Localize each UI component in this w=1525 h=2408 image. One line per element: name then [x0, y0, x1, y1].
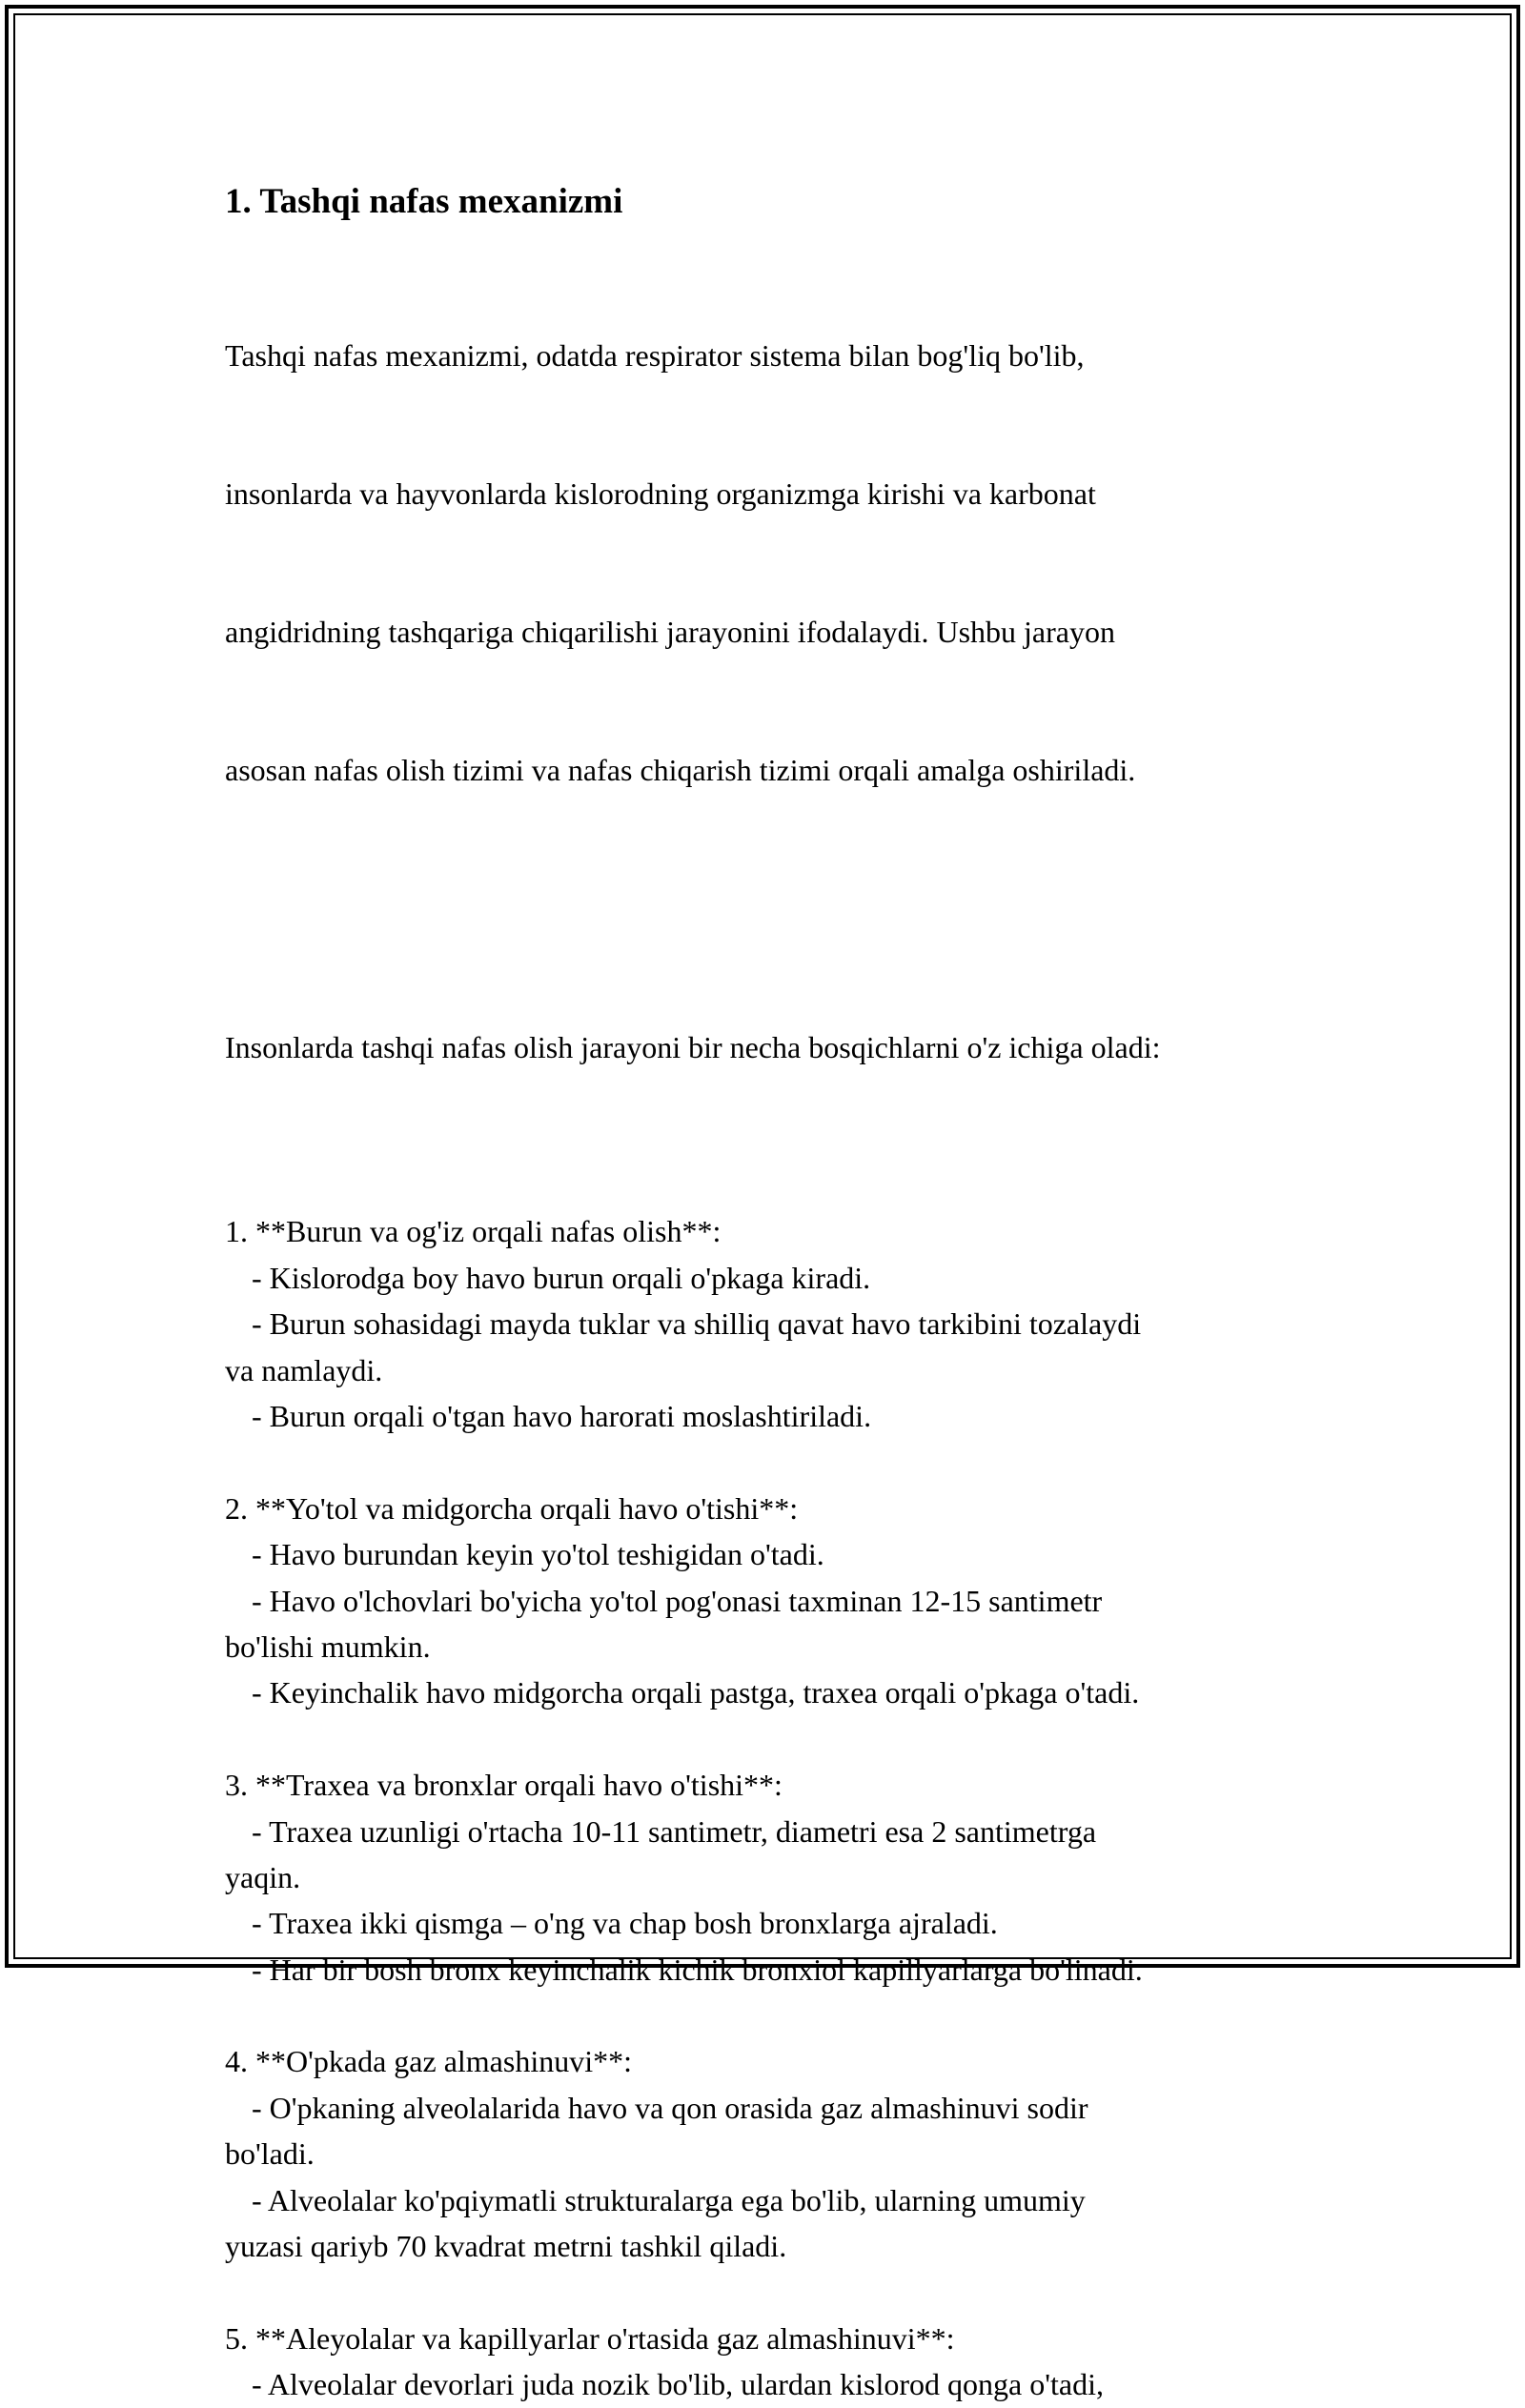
intro-line: asosan nafas olish tizimi va nafas chiqarish tizimi orqali amalga oshiriladi. — [225, 753, 1136, 788]
stage-bullet: - Burun orqali o'tgan havo harorati moslashtiriladi. — [252, 1398, 872, 1433]
stage-bullet: - O'pkaning alveolalarida havo va qon orasida gaz almashinuvi sodir — [252, 2090, 1088, 2125]
stage-bullet-continuation: bo'ladi. — [225, 2136, 315, 2172]
stage-bullet-continuation: yuzasi qariyb 70 kvadrat metrni tashkil qiladi. — [225, 2229, 787, 2264]
stage-block — [225, 1486, 1312, 1716]
intro-line: Tashqi nafas mexanizmi, odatda respirator sistema bilan bog'liq bo'lib, — [225, 337, 1085, 373]
stage-bullet-continuation: va namlaydi. — [225, 1352, 383, 1387]
intro-line: angidridning tashqariga chiqarilishi jarayonini ifodalaydi. Ushbu jarayon — [225, 615, 1115, 650]
stage-bullet-continuation: yaqin. — [225, 1859, 301, 1894]
intro-line: insonlarda va hayvonlarda kislorodning organizmga kirishi va karbonat — [225, 476, 1096, 512]
stage-block — [225, 2316, 1312, 2408]
stage-bullet: - Alveolalar ko'pqiymatli strukturalarga ega bo'lib, ularning umumiy — [252, 2182, 1086, 2217]
lead-in-line: Insonlarda tashqi nafas olish jarayoni bir necha bosqichlarni o'z ichiga oladi: — [225, 1029, 1161, 1064]
section-heading: 1. Tashqi nafas mexanizmi — [225, 182, 623, 221]
stage-bullet: - Traxea uzunligi o'rtacha 10-11 santimetr, diametri esa 2 santimetrga — [252, 1813, 1097, 1849]
stage-block — [225, 2038, 1312, 2269]
lead-in-paragraph — [225, 932, 1312, 1163]
stage-bullet: - Har bir bosh bronx keyinchalik kichik bronxiol kapillyarlarga bo'linadi. — [252, 1952, 1143, 1987]
document-body — [225, 177, 1312, 2408]
stage-title: 3. **Traxea va bronxlar orqali havo o'tishi**: — [225, 1768, 783, 1803]
stages-list — [225, 1208, 1312, 2407]
stage-bullet: - Burun sohasidagi mayda tuklar va shilliq qavat havo tarkibini tozalaydi — [252, 1306, 1142, 1342]
stage-title: 1. **Burun va og'iz orqali nafas olish**: — [225, 1214, 722, 1249]
stage-block — [225, 1762, 1312, 1993]
stage-bullet: - Traxea ikki qismga – o'ng va chap bosh bronxlarga ajraladi. — [252, 1906, 998, 1941]
stage-title: 4. **O'pkada gaz almashinuvi**: — [225, 2044, 632, 2079]
stage-bullet: - Keyinchalik havo midgorcha orqali pastga, traxea orqali o'pkaga o'tadi. — [252, 1675, 1140, 1710]
stage-bullet-continuation: bo'lishi mumkin. — [225, 1629, 431, 1664]
stage-title: 5. **Aleyolalar va kapillyarlar o'rtasida gaz almashinuvi**: — [225, 2320, 955, 2356]
stage-bullet: - Havo burundan keyin yo'tol teshigidan o'tadi. — [252, 1537, 824, 1572]
intro-paragraph — [225, 240, 1312, 886]
stage-bullet: - Havo o'lchovlari bo'yicha yo'tol pog'onasi taxminan 12-15 santimetr — [252, 1583, 1103, 1618]
stage-title: 2. **Yo'tol va midgorcha orqali havo o'tishi**: — [225, 1490, 799, 1526]
stage-bullet: - Kislorodga boy havo burun orqali o'pkaga kiradi. — [252, 1260, 871, 1295]
stage-block — [225, 1208, 1312, 1439]
stage-bullet: - Alveolalar devorlari juda nozik bo'lib, ulardan kislorod qonga o'tadi, — [252, 2367, 1104, 2402]
